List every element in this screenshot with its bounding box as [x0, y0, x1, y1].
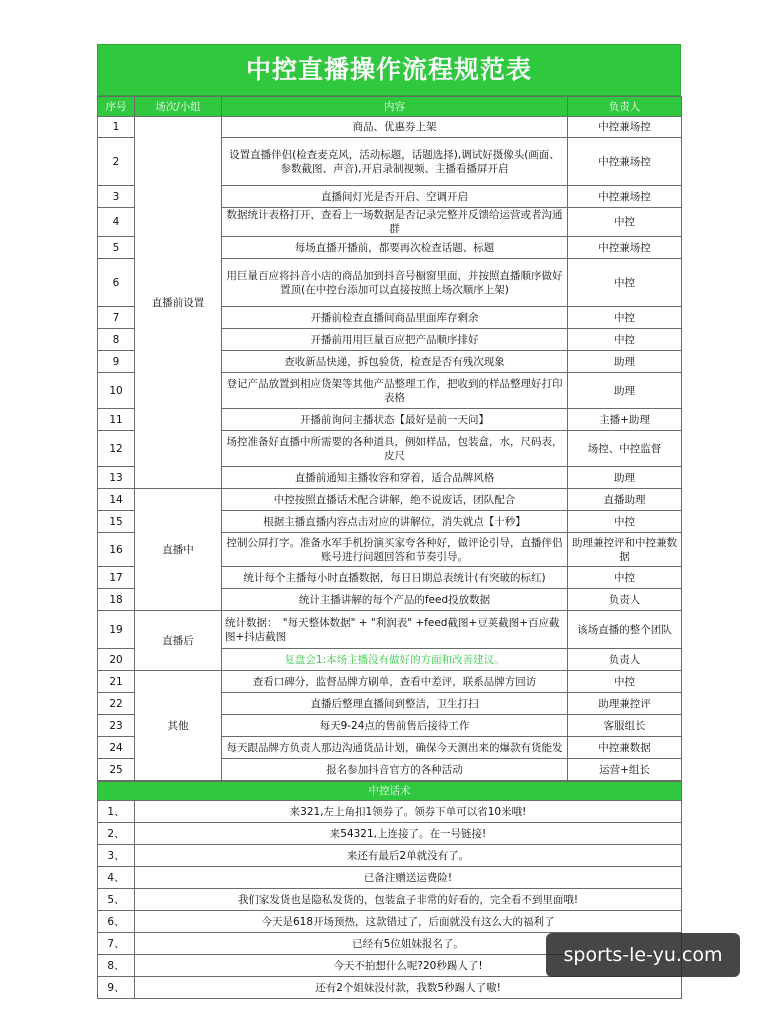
row-number: 25: [98, 759, 135, 781]
row-number: 7: [98, 307, 135, 329]
row-number: 16: [98, 533, 135, 567]
row-content: 开播前询问主播状态【最好是前一天问】: [222, 409, 568, 431]
row-content: 每天9-24点的售前售后接待工作: [222, 715, 568, 737]
row-number: 6: [98, 259, 135, 307]
talk-row: [98, 801, 682, 823]
row-content: 控制公屏打字。准备水军手机扮演买家夸各种好，做评论引导，直播伴侣账号进行问题回答和节奏引导。: [222, 533, 568, 567]
row-owner: 负责人: [568, 649, 682, 671]
row-owner: 运营+组长: [568, 759, 682, 781]
header-group: 场次/小组: [135, 97, 222, 117]
table-row: [98, 671, 682, 693]
row-number: 21: [98, 671, 135, 693]
row-owner: 客服组长: [568, 715, 682, 737]
row-owner: 助理: [568, 467, 682, 489]
sheet-title: 中控直播操作流程规范表: [97, 44, 681, 96]
row-owner: 该场直播的整个团队: [568, 611, 682, 649]
row-content: 开播前用用巨量百应把产品顺序排好: [222, 329, 568, 351]
header-no: 序号: [98, 97, 135, 117]
talk-text: 来还有最后2单就没有了。: [135, 845, 682, 867]
row-number: 5: [98, 237, 135, 259]
talk-row: [98, 889, 682, 911]
talk-row: [98, 977, 682, 999]
process-sheet: [97, 44, 681, 999]
row-number: 4: [98, 208, 135, 237]
row-number: 13: [98, 467, 135, 489]
talk-text: 还有2个姐妹没付款，我数5秒踢人了嗷!: [135, 977, 682, 999]
row-owner: 助理: [568, 351, 682, 373]
row-content: 开播前检查直播间商品里面库存剩余: [222, 307, 568, 329]
talk-text: 已备注赠送运费险!: [135, 867, 682, 889]
row-content: 场控准备好直播中所需要的各种道具，例如样品，包装盒，水，尺码表，皮尺: [222, 431, 568, 467]
group-cell: 直播中: [135, 489, 222, 611]
row-number: 18: [98, 589, 135, 611]
row-owner: 助理兼控评和中控兼数据: [568, 533, 682, 567]
talk-number: 1、: [98, 801, 135, 823]
row-owner: 中控: [568, 259, 682, 307]
talk-text: 已经有5位姐妹报名了。: [135, 933, 682, 955]
row-owner: 中控: [568, 567, 682, 589]
table-row: [98, 117, 682, 138]
row-content: 根据主播直播内容点击对应的讲解位，消失就点【十秒】: [222, 511, 568, 533]
row-number: 17: [98, 567, 135, 589]
talk-row: [98, 867, 682, 889]
group-cell: 其他: [135, 671, 222, 781]
row-content: 用巨量百应将抖音小店的商品加到抖音号橱窗里面，并按照直播顺序做好置顶(在中控台添加可以直接按照上场次顺序上架): [222, 259, 568, 307]
row-owner: 中控兼场控: [568, 186, 682, 208]
group-cell: 直播前设置: [135, 117, 222, 489]
talk-row: [98, 823, 682, 845]
talk-row: [98, 911, 682, 933]
row-number: 19: [98, 611, 135, 649]
row-owner: 助理兼控评: [568, 693, 682, 715]
talk-number: 5、: [98, 889, 135, 911]
row-number: 15: [98, 511, 135, 533]
row-content: 中控按照直播话术配合讲解，绝不说废话，团队配合: [222, 489, 568, 511]
row-number: 11: [98, 409, 135, 431]
header-row: [98, 97, 682, 117]
row-owner: 负责人: [568, 589, 682, 611]
talk-number: 4、: [98, 867, 135, 889]
row-number: 2: [98, 138, 135, 186]
talk-number: 8、: [98, 955, 135, 977]
talk-title: 中控话术: [98, 782, 682, 801]
group-cell: 直播后: [135, 611, 222, 671]
row-content: 直播后整理直播间到整洁，卫生打扫: [222, 693, 568, 715]
row-number: 14: [98, 489, 135, 511]
row-number: 3: [98, 186, 135, 208]
talk-text: 今天不拍想什么呢?20秒踢人了!: [135, 955, 682, 977]
process-body: [98, 117, 682, 781]
row-number: 22: [98, 693, 135, 715]
row-number: 20: [98, 649, 135, 671]
talk-number: 3、: [98, 845, 135, 867]
talk-text: 我们家发货也是隐私发货的，包装盒子非常的好看的，完全看不到里面哦!: [135, 889, 682, 911]
talk-number: 9、: [98, 977, 135, 999]
talk-text: 来321,左上角扣1领券了。领券下单可以省10米哦!: [135, 801, 682, 823]
talk-number: 6、: [98, 911, 135, 933]
header-content: 内容: [222, 97, 568, 117]
row-number: 12: [98, 431, 135, 467]
row-content: 直播前通知主播妆容和穿着，适合品牌风格: [222, 467, 568, 489]
row-content: 查收新品快递，拆包验货，检查是否有残次现象: [222, 351, 568, 373]
row-owner: 中控兼场控: [568, 117, 682, 138]
row-content: 报名参加抖音官方的各种活动: [222, 759, 568, 781]
talk-text: 今天是618开场预热，这款错过了，后面就没有这么大的福利了: [135, 911, 682, 933]
row-content: 查看口碑分，监督品牌方刷单，查看中差评，联系品牌方回访: [222, 671, 568, 693]
row-number: 23: [98, 715, 135, 737]
row-number: 1: [98, 117, 135, 138]
row-number: 9: [98, 351, 135, 373]
row-owner: 中控兼数据: [568, 737, 682, 759]
row-content: 设置直播伴侣(检查麦克风，活动标题，话题选择),调试好摄像头(画面、参数截图、声音),开启录制视频、主播看播屏开启: [222, 138, 568, 186]
row-content: 数据统计表格打开，查看上一场数据是否记录完整并反馈给运营或者沟通群: [222, 208, 568, 237]
talk-number: 7、: [98, 933, 135, 955]
row-owner: 中控: [568, 511, 682, 533]
row-content: 统计主播讲解的每个产品的feed投放数据: [222, 589, 568, 611]
row-owner: 中控: [568, 329, 682, 351]
row-owner: 直播助理: [568, 489, 682, 511]
table-row: [98, 489, 682, 511]
row-owner: 场控、中控监督: [568, 431, 682, 467]
row-content: 商品、优惠券上架: [222, 117, 568, 138]
header-owner: 负责人: [568, 97, 682, 117]
row-owner: 助理: [568, 373, 682, 409]
row-content: 直播间灯光是否开启、空调开启: [222, 186, 568, 208]
talk-number: 2、: [98, 823, 135, 845]
process-table: [97, 96, 682, 781]
row-content: 统计每个主播每小时直播数据，每日日期总表统计(有突破的标红): [222, 567, 568, 589]
row-number: 8: [98, 329, 135, 351]
row-content: 登记产品放置到相应货架等其他产品整理工作，把收到的样品整理好打印表格: [222, 373, 568, 409]
row-number: 24: [98, 737, 135, 759]
talk-row: [98, 845, 682, 867]
row-owner: 中控兼场控: [568, 237, 682, 259]
row-content: 统计数据： "每天整体数据" + "利润表" +feed截图+豆荚截图+百应截图+抖店截图: [222, 611, 568, 649]
row-owner: 中控兼场控: [568, 138, 682, 186]
row-content: 复盘会1:本场主播没有做好的方面和改善建议。: [222, 649, 568, 671]
row-owner: 中控: [568, 307, 682, 329]
row-owner: 中控: [568, 208, 682, 237]
row-number: 10: [98, 373, 135, 409]
talk-header-row: [98, 782, 682, 801]
row-content: 每场直播开播前，都要再次检查话题、标题: [222, 237, 568, 259]
table-row: [98, 611, 682, 649]
talk-text: 来54321,上连接了。在一号链接!: [135, 823, 682, 845]
watermark-badge: sports-le-yu.com: [546, 933, 740, 977]
row-owner: 主播+助理: [568, 409, 682, 431]
row-owner: 中控: [568, 671, 682, 693]
row-content: 每天跟品牌方负责人那边沟通货品计划，确保今天测出来的爆款有货能发: [222, 737, 568, 759]
